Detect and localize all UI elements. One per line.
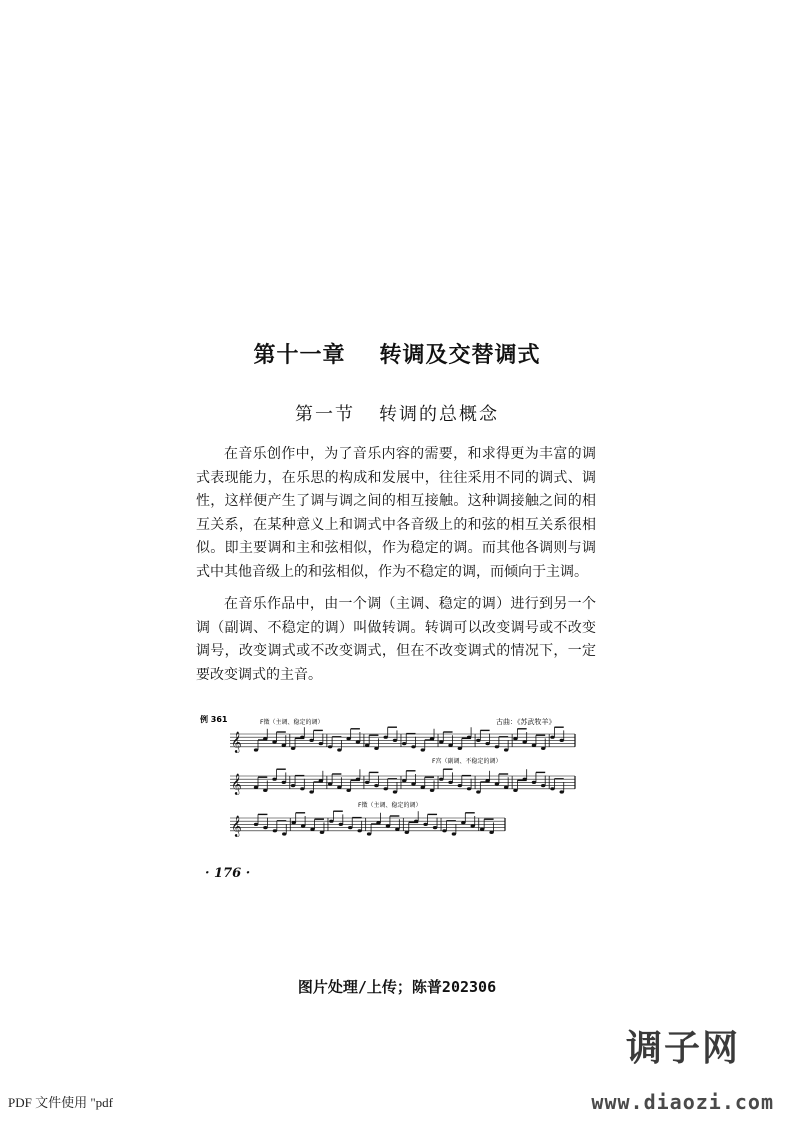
watermark-logo: 调子网 [625, 1028, 740, 1069]
example-label: 例 361 [200, 715, 228, 724]
section-heading [0, 400, 794, 426]
chapter-number: 第十一章 [253, 343, 346, 368]
watermark-url: www.diaozi.com [591, 1090, 774, 1114]
body-text-1 [196, 443, 596, 584]
annotation-1: F徵（主调、稳定的调） [260, 719, 324, 726]
pdf-footer: PDF 文件使用 "pdf [8, 1095, 113, 1110]
example-source: 古曲：《苏武牧羊》 [496, 718, 556, 726]
annotation-3: F徵（主调、稳定的调） [358, 802, 422, 809]
annotation-2: F宫（副调、不稳定的调） [432, 758, 502, 765]
section-title: 转调的总概念 [379, 404, 499, 425]
music-example-361 [200, 712, 600, 842]
section-number: 第一节 [295, 404, 355, 425]
upload-credit: 图片处理/上传；陈普202306 [297, 978, 497, 996]
paragraph: 在音乐创作中，为了音乐内容的需要，和求得更为丰富的调式表现能力，在乐思的构成和发展中，往往采用不同的调式、调性，这样便产生了调与调之间的相互接触。这种调接触之间的相互关系，在某种意义上和调式中各音级上的和弦的相互关系很相似。即主要调和主和弦相似，作为稳定的调。而其他各调则与调式中其他音级上的和弦相似，作为不稳定的调，而倾向于主调。 [196, 446, 596, 580]
svg-text:𝄞: 𝄞 [231, 774, 242, 795]
svg-text:𝄞: 𝄞 [231, 816, 242, 837]
page-number: · 176 · [205, 866, 251, 881]
chapter-title: 转调及交替调式 [379, 343, 541, 368]
body-text-2 [196, 593, 596, 687]
paragraph: 在音乐作品中，由一个调（主调、稳定的调）进行到另一个调（副调、不稳定的调）叫做转调。转调可以改变调号或不改变调号，改变调式或不改变调式，但在不改变调式的情况下，一定要改变调式的主音。 [196, 596, 596, 683]
svg-text:𝄞: 𝄞 [231, 732, 242, 753]
chapter-heading [0, 338, 794, 369]
